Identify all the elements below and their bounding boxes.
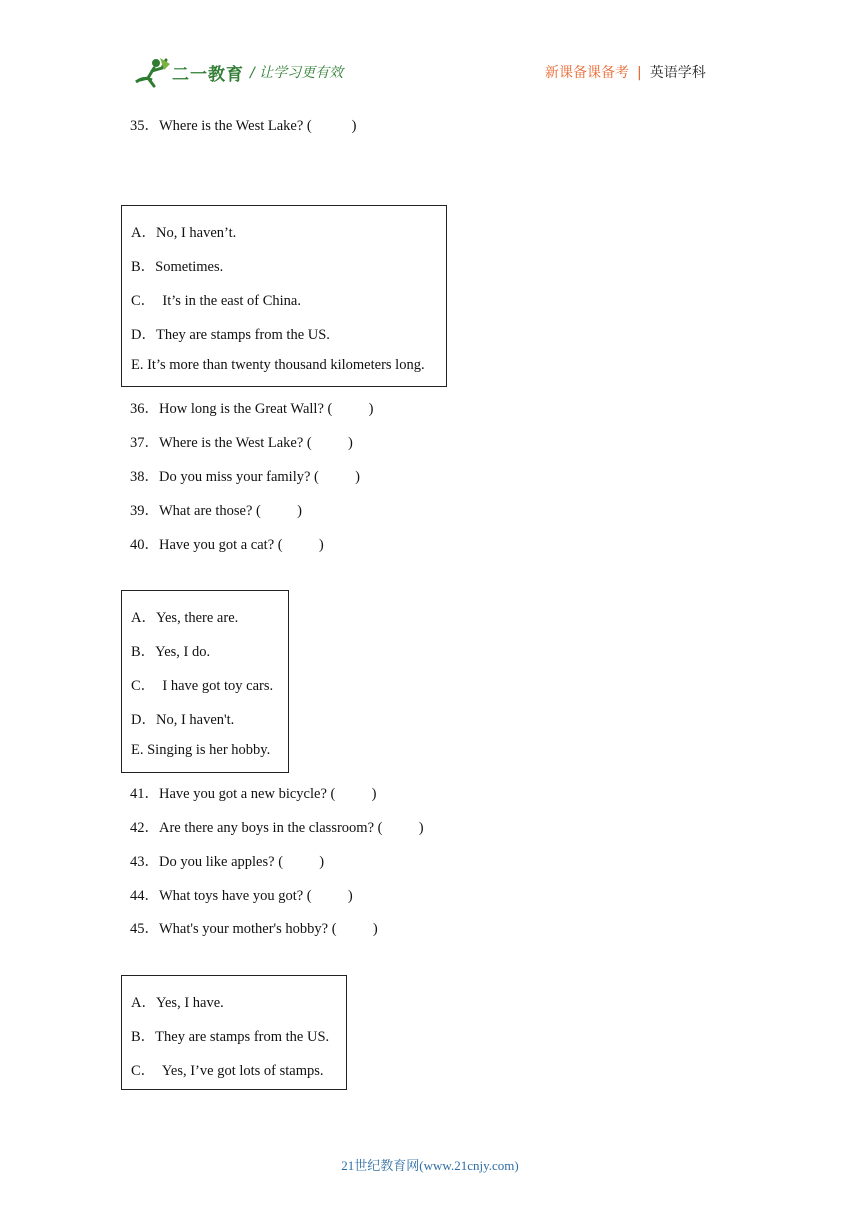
page-footer: 21世纪教育网(www.21cnjy.com) (341, 1158, 519, 1173)
option-a: A．Yes, there are. (131, 610, 239, 626)
options-box-2 (121, 590, 289, 773)
question-40: 40．Have you got a cat? ( ) (130, 537, 324, 553)
header-right (545, 62, 706, 82)
question-42: 42．Are there any boys in the classroom? ( ) (130, 820, 424, 836)
question-41: 41．Have you got a new bicycle? ( ) (130, 786, 377, 802)
option-c: C． Yes, I’ve got lots of stamps. (131, 1063, 324, 1079)
option-b: B．Yes, I do. (131, 644, 211, 660)
option-b: B．They are stamps from the US. (131, 1029, 330, 1045)
option-c: C． It’s in the east of China. (131, 293, 301, 309)
question-37: 37．Where is the West Lake? ( ) (130, 435, 353, 451)
question-36: 36．How long is the Great Wall? ( ) (130, 401, 374, 417)
option-d: D．No, I haven't. (131, 712, 235, 728)
header-separator: | (637, 65, 642, 81)
option-c: C． I have got toy cars. (131, 678, 274, 694)
header-subject: 英语学科 (649, 65, 706, 81)
option-b: B．Sometimes. (131, 259, 224, 275)
options-box-3 (121, 975, 347, 1090)
question-43: 43．Do you like apples? ( ) (130, 854, 325, 870)
option-a: A．No, I haven’t. (131, 225, 237, 241)
option-e: E. Singing is her hobby. (131, 742, 271, 758)
header-slogan: / 让学习更有效 (250, 65, 344, 81)
options-box-1 (121, 205, 447, 387)
question-35: 35．Where is the West Lake? ( ) (130, 118, 357, 134)
page-header (0, 0, 860, 100)
logo-text: 二一教育 (172, 65, 244, 85)
question-38: 38．Do you miss your family? ( ) (130, 469, 360, 485)
question-45: 45．What's your mother's hobby? ( ) (130, 921, 378, 937)
option-d: D．They are stamps from the US. (131, 327, 330, 343)
question-44: 44．What toys have you got? ( ) (130, 888, 353, 904)
question-39: 39．What are those? ( ) (130, 503, 302, 519)
header-course-label: 新课备课备考 (545, 65, 629, 81)
option-e: E. It’s more than twenty thousand kilometers long. (131, 357, 425, 373)
option-a: A．Yes, I have. (131, 995, 224, 1011)
